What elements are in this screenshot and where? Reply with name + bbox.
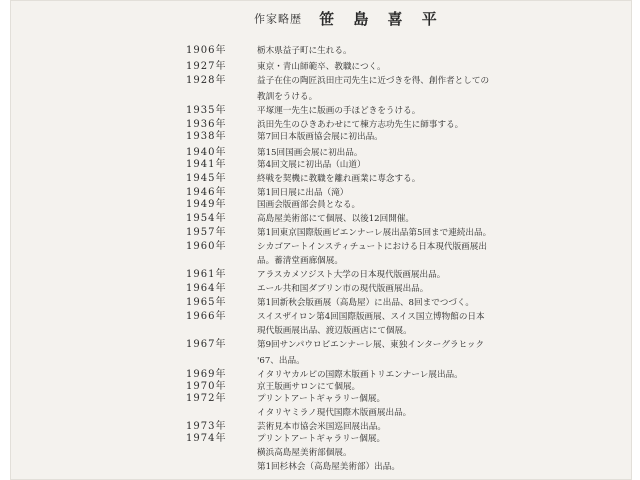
biography-row <box>10 354 632 368</box>
row-year: 1938年 <box>186 131 227 142</box>
row-year: 1967年 <box>186 339 227 350</box>
biography-row <box>10 432 632 446</box>
row-text: 現代版画展出品、渡辺版画店にて個展。 <box>257 326 412 336</box>
row-text: 横浜高島屋美術部個展。 <box>257 448 352 458</box>
row-year: 1940年 <box>186 147 227 158</box>
row-text: 第1回東京国際版画ビエンナーレ展出品第5回まで連続出品。 <box>257 228 492 238</box>
biography-row <box>10 268 632 282</box>
row-text: 品。蓄清堂画廊個展。 <box>257 256 343 266</box>
row-text: アラスカメソジスト大学の日本現代版画展出品。 <box>257 270 446 280</box>
row-year: 1945年 <box>186 173 227 184</box>
row-year: 1941年 <box>186 159 227 170</box>
artist-name: 笹 島 喜 平 <box>319 10 444 28</box>
biography-row <box>10 406 632 420</box>
row-text: 東京・青山師範卒、教職につく。 <box>257 62 386 72</box>
biography-row <box>10 226 632 240</box>
biography-row <box>10 90 632 104</box>
row-text: イタリヤカルピの国際木版画トリエンナーレ展出品。 <box>257 370 463 380</box>
row-year: 1961年 <box>186 269 227 280</box>
row-year: 1935年 <box>186 105 227 116</box>
biography-row <box>10 130 632 144</box>
row-text: 浜田先生のひきあわせにて棟方志功先生に師事する。 <box>257 120 464 130</box>
row-text: 第1回日展に出品（滝） <box>257 188 349 198</box>
biography-row <box>10 324 632 338</box>
biography-row <box>10 296 632 310</box>
row-text: 第15回国画会展に初出品。 <box>257 148 363 158</box>
row-text: 京王版画サロンにて個展。 <box>257 382 361 392</box>
document-title <box>254 8 514 28</box>
biography-row <box>10 392 632 406</box>
biography-row <box>10 44 632 58</box>
biography-row <box>10 158 632 172</box>
row-year: 1957年 <box>186 227 227 238</box>
biography-row <box>10 460 632 474</box>
biography-row <box>10 172 632 186</box>
biography-row <box>10 240 632 254</box>
row-year: 1972年 <box>186 393 227 404</box>
row-text: プリントアートギャラリー個展。 <box>257 434 386 444</box>
row-text: 第7回日本版画協会展に初出品。 <box>257 132 383 142</box>
row-year: 1964年 <box>186 283 227 294</box>
row-text: 栃木県益子町に生れる。 <box>257 46 352 56</box>
biography-row <box>10 254 632 268</box>
row-text: スイスザイロン第4回国際版画展、スイス国立博物館の日本 <box>257 312 485 322</box>
row-year: 1965年 <box>186 297 227 308</box>
row-year: 1970年 <box>186 381 227 392</box>
row-year: 1906年 <box>186 45 227 56</box>
biography-row <box>10 212 632 226</box>
row-year: 1966年 <box>186 311 227 322</box>
row-year: 1960年 <box>186 241 227 252</box>
row-text: 第9回サンパウロビエンナーレ展、東独インターグラヒック <box>257 340 485 350</box>
biography-row <box>10 74 632 88</box>
row-year: 1927年 <box>186 61 227 72</box>
row-text: エール共和国ダブリン市の現代版画展出品。 <box>257 284 429 294</box>
row-year: 1954年 <box>186 213 227 224</box>
title-label: 作家略歴 <box>254 12 302 26</box>
row-text: '67、出品。 <box>257 356 305 366</box>
biography-row <box>10 310 632 324</box>
row-text: 第1回杉林会（高島屋美術部）出品。 <box>257 462 400 472</box>
row-text: 教訓をうける。 <box>257 92 318 102</box>
row-year: 1949年 <box>186 199 227 210</box>
row-text: プリントアートギャラリー個展。 <box>257 394 386 404</box>
row-year: 1936年 <box>186 119 227 130</box>
biography-row <box>10 104 632 118</box>
row-text: 第1回新秋会版画展（高島屋）に出品、8回までつづく。 <box>257 298 475 308</box>
row-year: 1928年 <box>186 75 227 86</box>
row-text: 益子在住の陶匠浜田庄司先生に近づきを得、創作者としての <box>257 76 490 86</box>
row-year: 1973年 <box>186 421 227 432</box>
row-text: 平塚運一先生に版画の手ほどきをうける。 <box>257 106 421 116</box>
biography-row <box>10 198 632 212</box>
row-text: 第4回文展に初出品（山道） <box>257 160 366 170</box>
biography-row <box>10 282 632 296</box>
row-year: 1946年 <box>186 187 227 198</box>
biography-row <box>10 446 632 460</box>
biography-row <box>10 338 632 352</box>
row-text: 芸術見本市協会米国巡回展出品。 <box>257 422 386 432</box>
row-text: 終戦を契機に教職を離れ画業に専念する。 <box>257 174 421 184</box>
biography-sheet <box>10 0 632 480</box>
row-text: 高島屋美術部にて個展、以後12回開催。 <box>257 214 415 224</box>
row-year: 1969年 <box>186 369 227 380</box>
row-text: イタリヤミラノ現代国際木版画展出品。 <box>257 408 412 418</box>
biography-row <box>10 60 632 74</box>
row-year: 1974年 <box>186 433 227 444</box>
row-text: シカゴアートインスティチュートにおける日本現代版画展出 <box>257 242 487 252</box>
row-text: 国画会版画部会員となる。 <box>257 200 361 210</box>
